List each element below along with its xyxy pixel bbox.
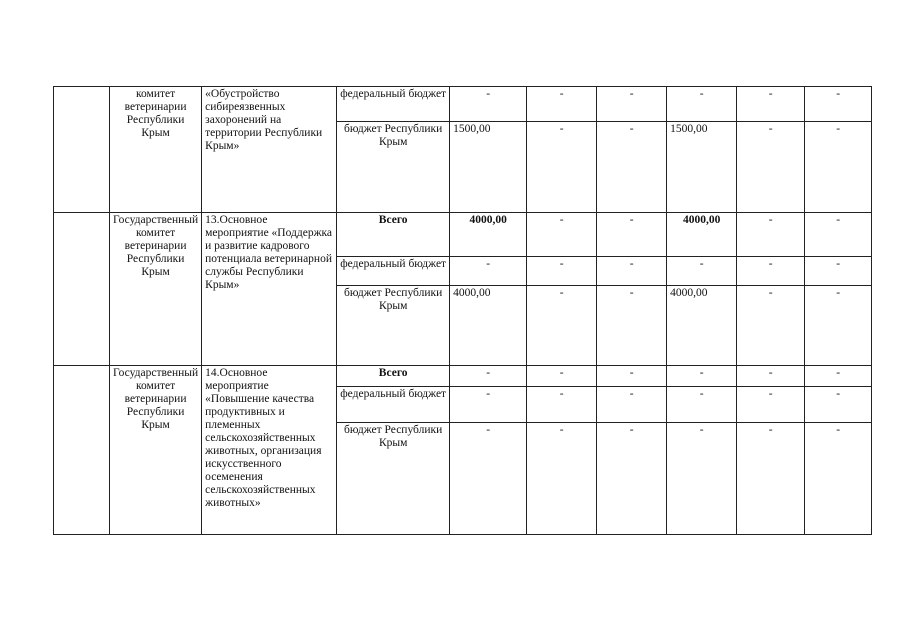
value-cell: - [667,423,737,535]
value-cell: 4000,00 [450,213,527,257]
value-cell: - [450,87,527,122]
funding-source-cell: Всего [337,366,450,387]
value-cell: 1500,00 [450,122,527,213]
value-cell: - [527,366,597,387]
value-cell: - [597,423,667,535]
value-cell: - [450,257,527,286]
funding-source-cell: федеральный бюджет [337,87,450,122]
funding-source-cell: бюджет Республики Крым [337,122,450,213]
event-cell: 14.Основное мероприятие «Повышение качества продуктивных и племенных сельскохозяйственных животных, организация искусственного осеменения сельскохозяйственных животных» [202,366,337,535]
value-cell: - [527,423,597,535]
value-cell: - [597,366,667,387]
value-cell: - [597,257,667,286]
table-row [54,366,872,387]
value-cell: - [527,87,597,122]
value-cell: - [737,257,805,286]
value-cell: - [527,286,597,366]
funding-source-cell: Всего [337,213,450,257]
value-cell: - [667,387,737,423]
funding-source-cell: бюджет Республики Крым [337,286,450,366]
value-cell: - [805,213,872,257]
funding-source-cell: бюджет Республики Крым [337,423,450,535]
event-cell: «Обустройство сибиреязвенных захоронений на территории Республики Крым» [202,87,337,213]
executor-cell: Государственный комитет ветеринарии Республики Крым [110,366,202,535]
funding-source-cell: федеральный бюджет [337,257,450,286]
value-cell: - [450,366,527,387]
budget-table [53,86,872,535]
table-row [54,87,872,122]
funding-source-cell: федеральный бюджет [337,387,450,423]
value-cell: - [527,387,597,423]
value-cell: - [737,423,805,535]
executor-cell: комитет ветеринарии Республики Крым [110,87,202,213]
value-cell: - [737,366,805,387]
event-cell: 13.Основное мероприятие «Поддержка и развитие кадрового потенциала ветеринарной службы Республики Крым» [202,213,337,366]
value-cell: 1500,00 [667,122,737,213]
value-cell: - [805,122,872,213]
number-cell [54,213,110,366]
executor-cell: Государственный комитет ветеринарии Республики Крым [110,213,202,366]
value-cell: - [805,423,872,535]
value-cell: 4000,00 [667,213,737,257]
value-cell: - [805,257,872,286]
value-cell: - [597,286,667,366]
value-cell: - [805,366,872,387]
value-cell: - [597,387,667,423]
value-cell: - [667,366,737,387]
value-cell: - [667,257,737,286]
value-cell: - [667,87,737,122]
value-cell: - [597,213,667,257]
value-cell: - [597,87,667,122]
value-cell: - [737,122,805,213]
value-cell: - [737,213,805,257]
value-cell: - [737,387,805,423]
value-cell: 4000,00 [667,286,737,366]
value-cell: - [805,87,872,122]
value-cell: 4000,00 [450,286,527,366]
value-cell: - [805,387,872,423]
value-cell: - [527,213,597,257]
number-cell [54,366,110,535]
value-cell: - [737,286,805,366]
value-cell: - [527,122,597,213]
value-cell: - [597,122,667,213]
value-cell: - [737,87,805,122]
value-cell: - [450,423,527,535]
value-cell: - [527,257,597,286]
value-cell: - [805,286,872,366]
number-cell [54,87,110,213]
value-cell: - [450,387,527,423]
table-row [54,213,872,257]
